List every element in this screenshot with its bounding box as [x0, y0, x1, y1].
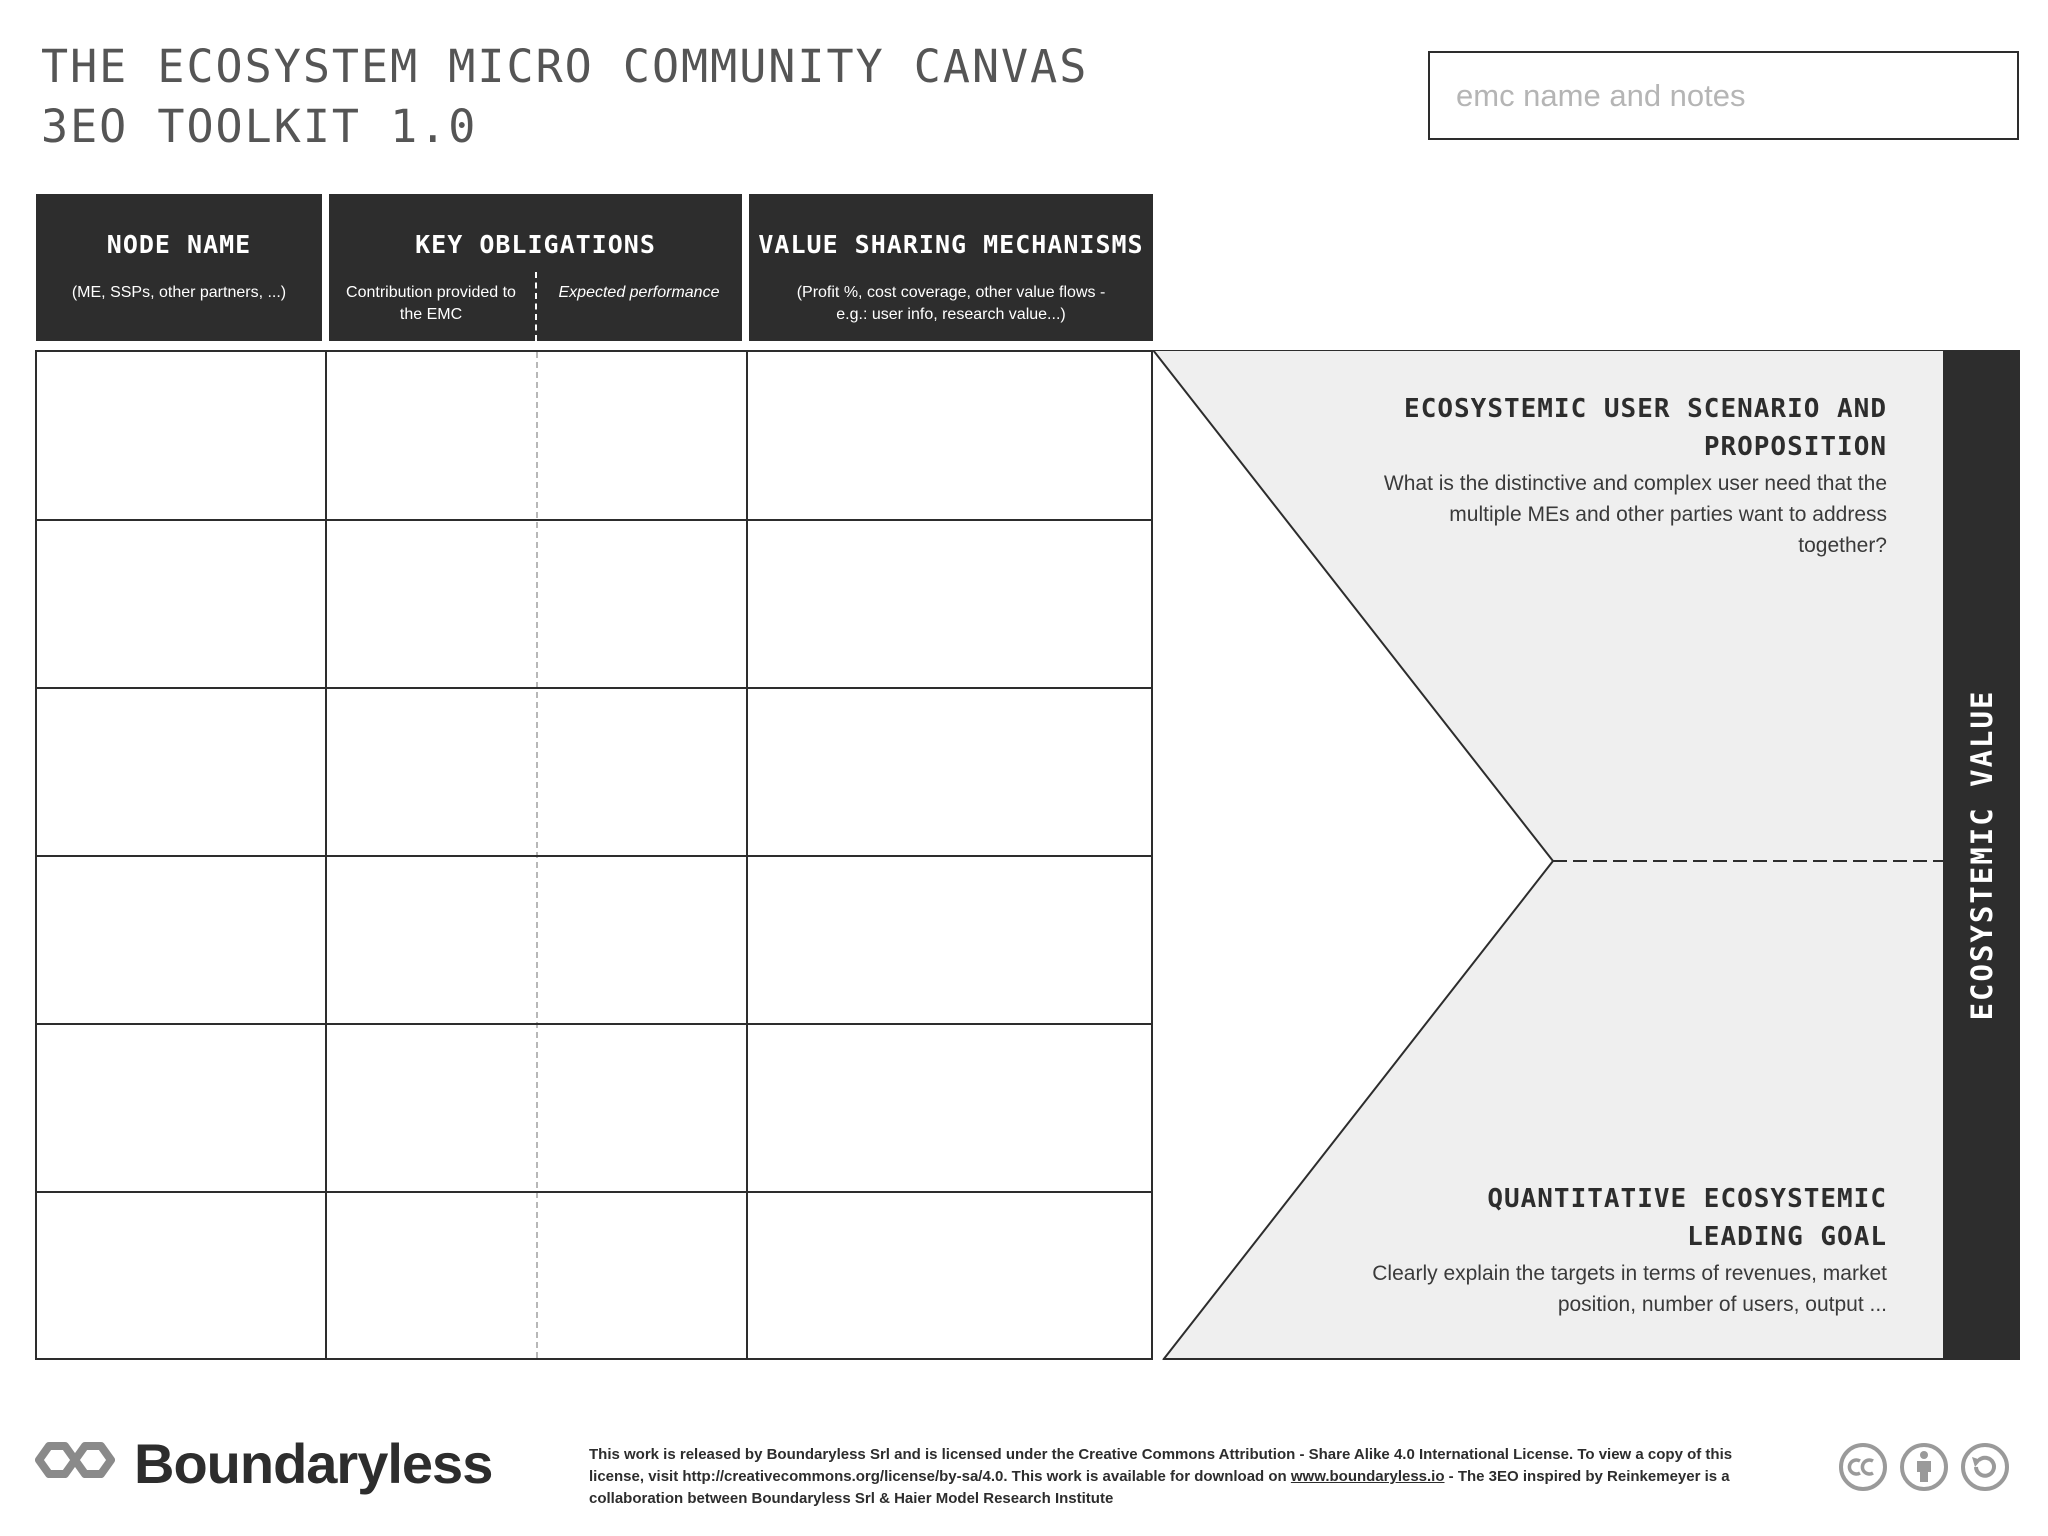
- expected-performance-cell[interactable]: [538, 857, 746, 1023]
- attribution-icon: [1899, 1442, 1949, 1492]
- obligations-divider: [535, 272, 537, 341]
- node-name-header: [36, 194, 322, 341]
- canvas-grid: [35, 350, 1153, 1360]
- license-text: [589, 1444, 1789, 1510]
- value-sharing-header: [749, 194, 1153, 341]
- value-sharing-cell[interactable]: [748, 352, 1151, 519]
- boundaryless-link[interactable]: www.boundaryless.io: [1290, 1468, 1445, 1485]
- contribution-cell[interactable]: [327, 352, 536, 519]
- contribution-cell[interactable]: [327, 1193, 536, 1358]
- canvas-title: THE ECOSYSTEM MICRO COMMUNITY CANVAS: [41, 40, 1089, 93]
- node-name-cell[interactable]: [37, 521, 325, 687]
- emc-name-notes-input[interactable]: [1430, 53, 2017, 138]
- value-sharing-title: VALUE SHARING MECHANISMS: [758, 230, 1144, 259]
- license-text-start: This work is released by Boundaryless Srl and is licensed under the Creative Commons Attribution - Share Alike 4.0 International License. To view a copy of this license, visit http://creativecommons.org/license/by-sa/4.0. This work is available for download on: [589, 1446, 1733, 1485]
- contribution-cell[interactable]: [327, 521, 536, 687]
- value-sharing-cell[interactable]: [748, 689, 1151, 855]
- contribution-cell[interactable]: [327, 857, 536, 1023]
- emc-notes-box: [1428, 51, 2019, 140]
- value-sharing-cell[interactable]: [748, 1193, 1151, 1358]
- key-obligations-title: KEY OBLIGATIONS: [415, 230, 656, 259]
- expected-performance-cell[interactable]: [538, 521, 746, 687]
- scenario-heading: ECOSYSTEMIC USER SCENARIO AND PROPOSITION: [1404, 394, 1887, 462]
- expected-performance-cell[interactable]: [538, 1193, 746, 1358]
- ecosystemic-value-panel: [1153, 350, 1943, 1360]
- node-name-cell[interactable]: [37, 857, 325, 1023]
- contribution-cell[interactable]: [327, 1025, 536, 1191]
- value-sharing-cell[interactable]: [748, 1025, 1151, 1191]
- ecosystemic-value-label: ECOSYSTEMIC VALUE: [1964, 689, 1999, 1021]
- node-name-cell[interactable]: [37, 352, 325, 519]
- brand-name: Boundaryless: [134, 1432, 493, 1495]
- value-sharing-subtitle: (Profit %, cost coverage, other value flows - e.g.: user info, research value...): [796, 284, 1106, 323]
- ecosystemic-value-bar: [1943, 350, 2020, 1360]
- scenario-prompt: What is the distinctive and complex user need that the multiple MEs and other parties want to address together?: [1383, 472, 1887, 557]
- contribution-cell[interactable]: [327, 689, 536, 855]
- value-sharing-cell[interactable]: [748, 521, 1151, 687]
- cc-icon: [1838, 1442, 1888, 1492]
- node-name-cell[interactable]: [37, 1193, 325, 1358]
- boundaryless-logo-icon: [35, 1438, 115, 1482]
- share-alike-icon: [1960, 1442, 2010, 1492]
- node-name-subtitle: (ME, SSPs, other partners, ...): [71, 284, 287, 301]
- expected-performance-subtitle: Expected performance: [558, 284, 720, 301]
- contribution-subtitle: Contribution provided to the EMC: [346, 284, 516, 323]
- node-name-title: NODE NAME: [106, 230, 252, 259]
- node-name-cell[interactable]: [37, 1025, 325, 1191]
- node-name-cell[interactable]: [37, 689, 325, 855]
- expected-performance-cell[interactable]: [538, 1025, 746, 1191]
- key-obligations-header: [329, 194, 742, 341]
- goal-heading: QUANTITATIVE ECOSYSTEMIC LEADING GOAL: [1487, 1184, 1887, 1252]
- toolkit-version: 3EO TOOLKIT 1.0: [41, 100, 478, 153]
- license-text-end: - The 3EO inspired by Reinkemeyer is a collaboration between Boundaryless Srl & Haier Model Research Institute: [589, 1468, 1730, 1507]
- goal-prompt: Clearly explain the targets in terms of revenues, market position, number of users, output ...: [1372, 1262, 1887, 1316]
- value-sharing-cell[interactable]: [748, 857, 1151, 1023]
- expected-performance-cell[interactable]: [538, 352, 746, 519]
- expected-performance-cell[interactable]: [538, 689, 746, 855]
